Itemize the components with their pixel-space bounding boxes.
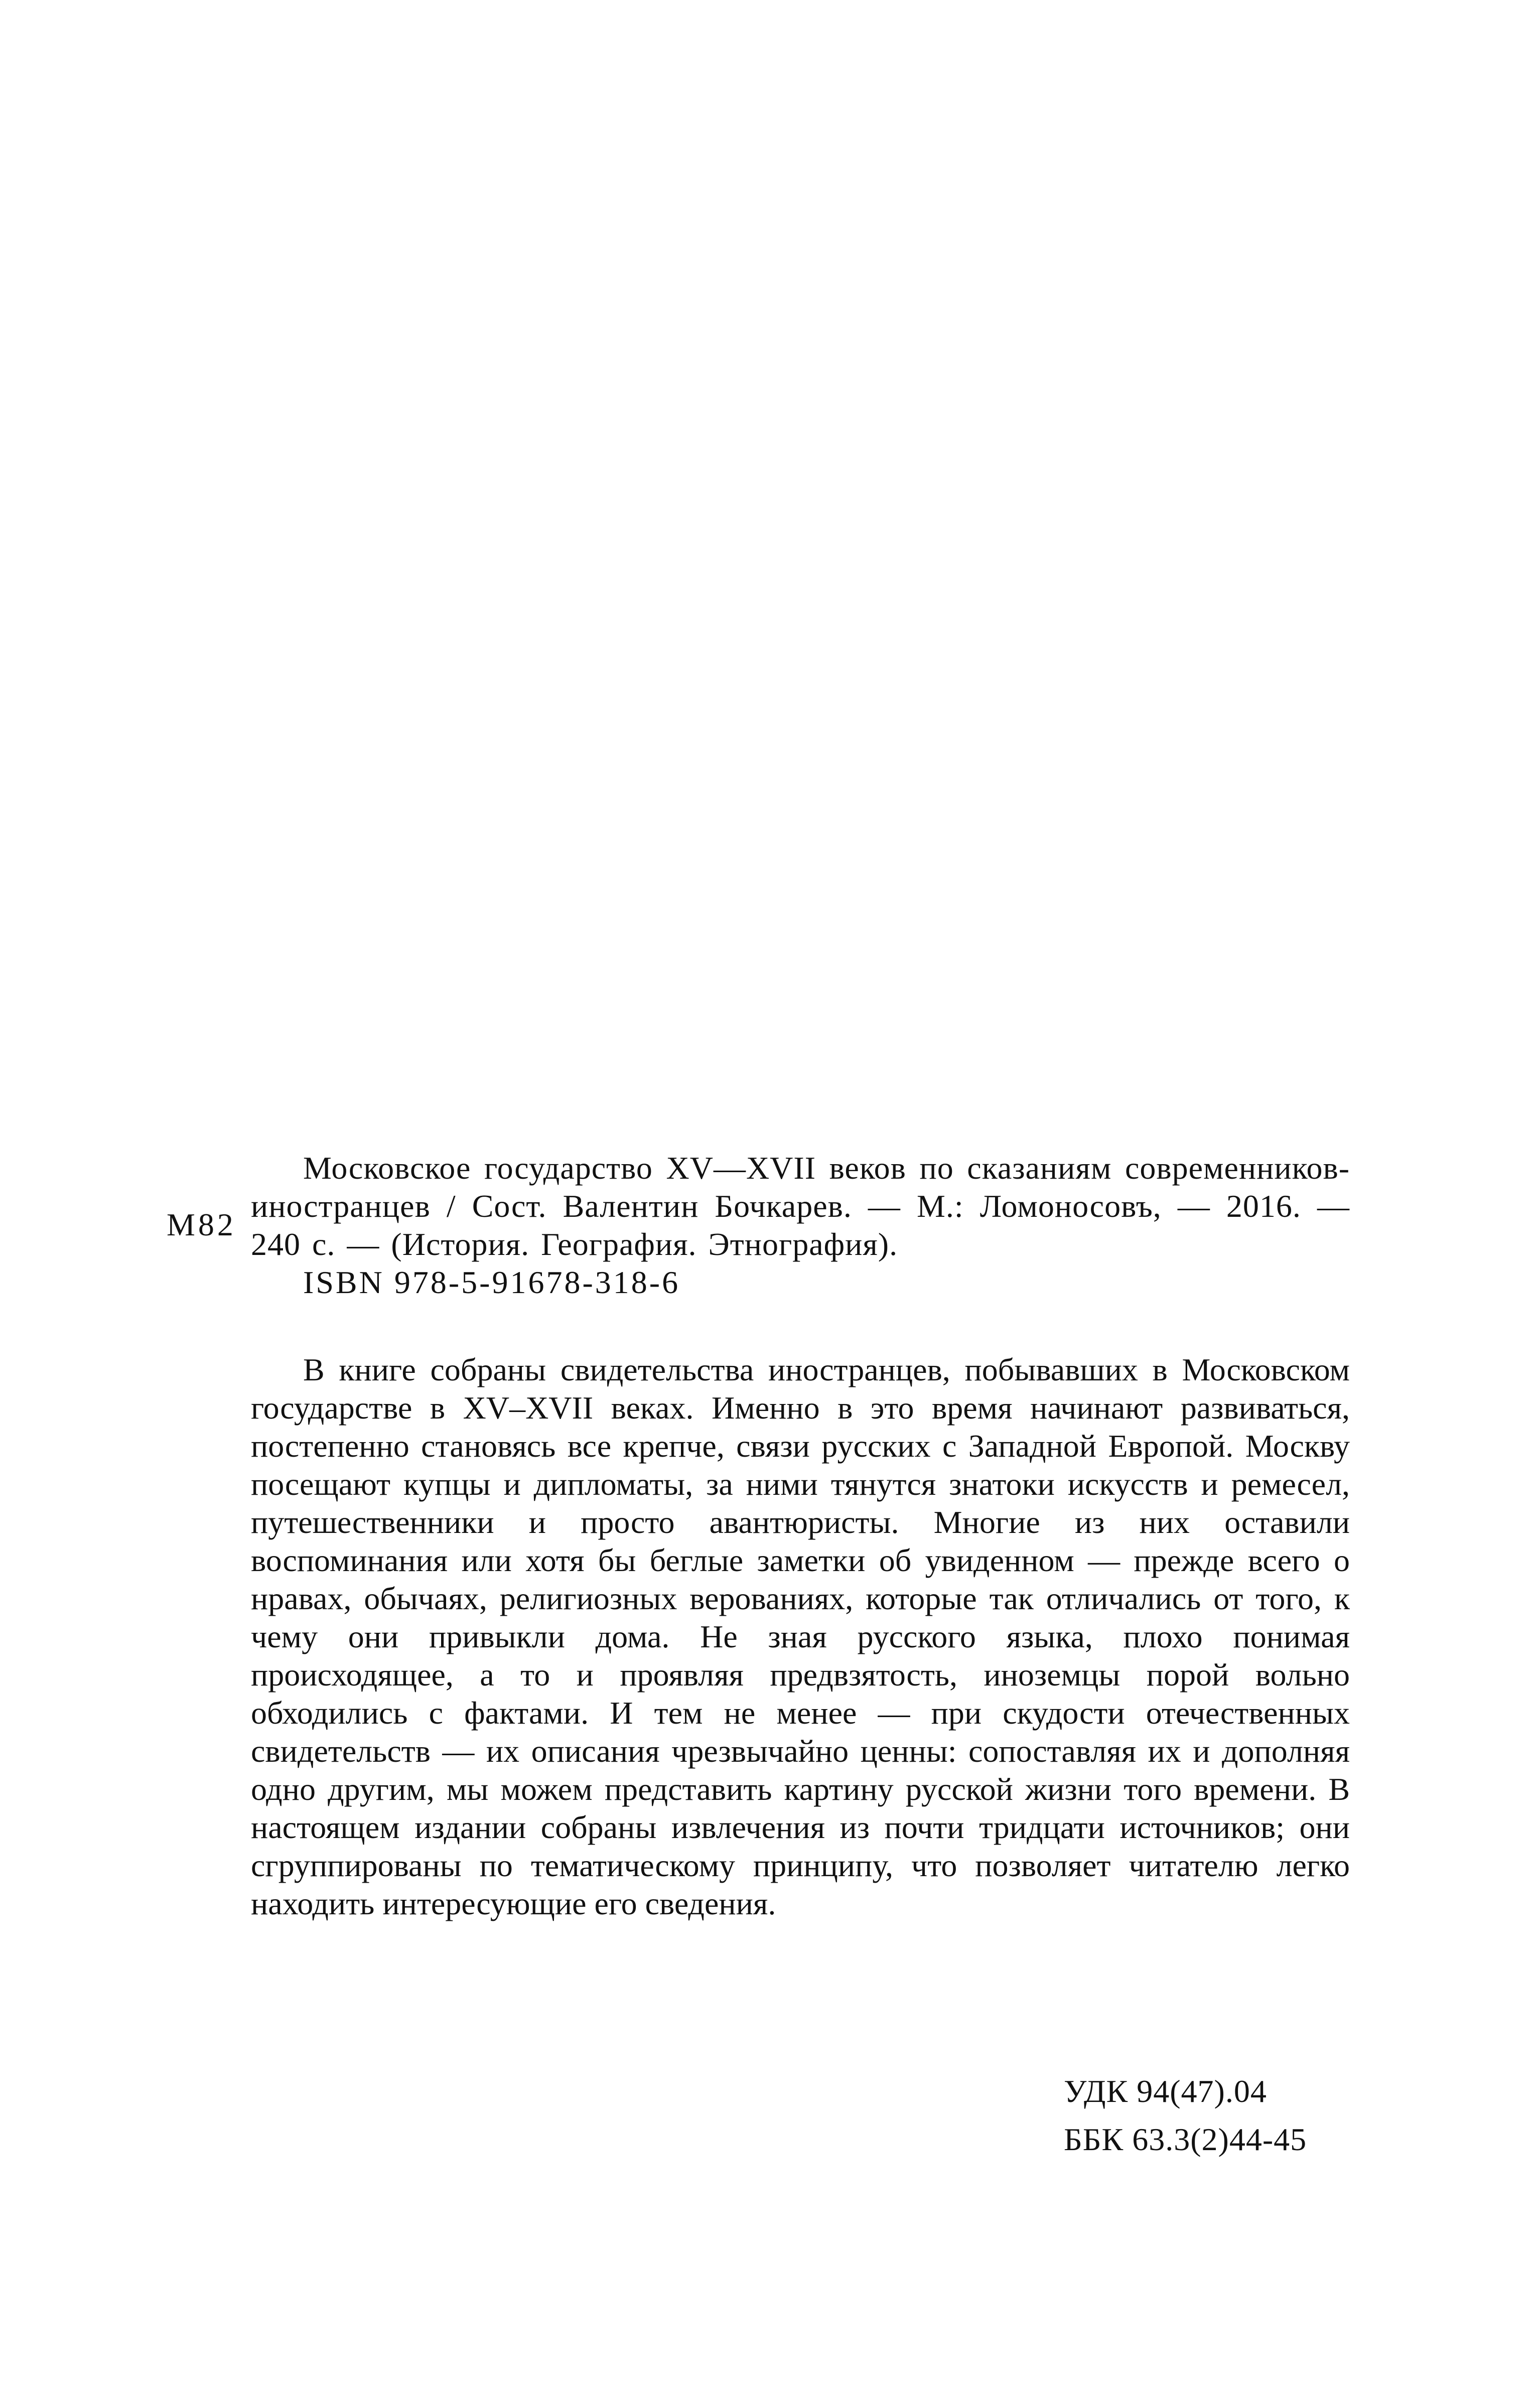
bibliographic-entry-text: Московское государство XV—XVII веков по сказаниям современников-иностранцев / Сост. Валентин Бочкарев. — М.: Ломоносовъ, — 2016. — 240 с. — (История. География. Этнография).	[251, 1150, 1350, 1262]
classification-codes	[1064, 2067, 1307, 2164]
bbk-code: ББК 63.3(2)44-45	[1064, 2122, 1307, 2157]
annotation: В книге собраны свидетельства иностранцев, побывавших в Московском государстве в XV–XVII веках. Именно в это время начинают развиваться, постепенно становясь все крепче, связи русских с Западной Европой. Москву посещают купцы и дипломаты, за ними тянутся знатоки искусств и ремесел, путешественники и просто авантюристы. Многие из них оставили воспоминания или хотя бы беглые заметки об увиденном — прежде всего о нравах, обычаях, религиозных верованиях, которые так отличались от того, к чему они привыкли дома. Не зная русского языка, плохо понимая происходящее, а то и проявляя предвзятость, иноземцы порой вольно обходились с фактами. И тем не менее — при скудости отечественных свидетельств — их описания чрезвычайно ценны: сопоставляя их и дополняя одно другим, мы можем представить картину русской жизни того времени. В настоящем издании собраны извлечения из почти тридцати источников; они сгруппированы по тематическому принципу, что позволяет читателю легко находить интересующие его сведения.	[251, 1352, 1350, 1921]
catalog-card	[167, 1149, 1350, 1923]
shelf-mark: М82	[167, 1207, 236, 1242]
udk-code: УДК 94(47).04	[1064, 2073, 1267, 2109]
bibliographic-entry	[251, 1149, 1350, 1263]
isbn: ISBN 978-5-91678-318-6	[303, 1264, 680, 1300]
